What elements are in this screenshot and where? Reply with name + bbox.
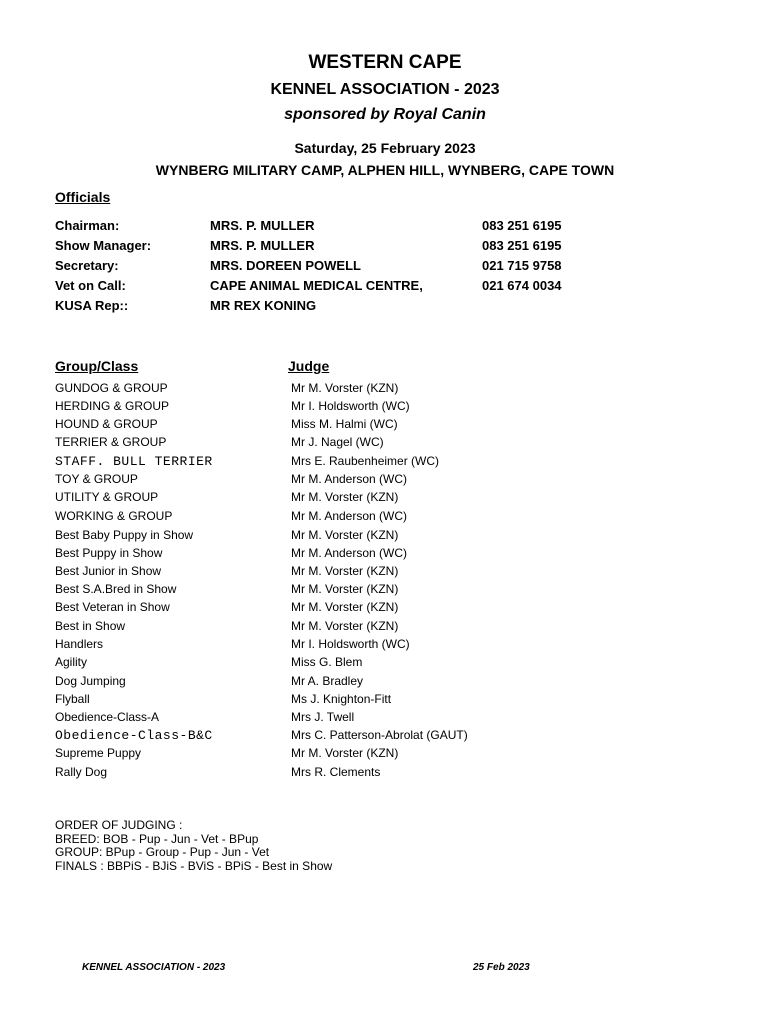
order-finals: FINALS : BBPiS - BJiS - BViS - BPiS - Best in Show: [55, 858, 333, 873]
judge-name: Mr M. Vorster (KZN): [291, 381, 399, 395]
judge-header: Judge: [288, 358, 330, 374]
judging-row: [0, 381, 770, 399]
judging-row: [0, 765, 770, 783]
group-class-header: Group/Class: [55, 358, 139, 374]
official-role: Vet on Call:: [55, 278, 126, 293]
order-group: GROUP: BPup - Group - Pup - Jun - Vet: [55, 845, 270, 859]
official-role: KUSA Rep::: [55, 298, 129, 313]
official-name: MRS. P. MULLER: [210, 218, 315, 233]
judge-name: Ms J. Knighton-Fitt: [291, 692, 392, 706]
judging-row: [0, 655, 770, 673]
official-phone: 083 251 6195: [482, 238, 562, 253]
class-name: Handlers: [55, 637, 104, 651]
judging-row: [0, 619, 770, 637]
official-phone: 083 251 6195: [482, 218, 562, 233]
judge-name: Mr M. Vorster (KZN): [291, 490, 399, 504]
official-row: [0, 238, 770, 258]
class-name: Best Veteran in Show: [55, 600, 170, 614]
judge-name: Mr J. Nagel (WC): [291, 435, 384, 449]
document-title: WESTERN CAPE: [308, 52, 462, 73]
class-name: Supreme Puppy: [55, 746, 142, 760]
judging-row: [0, 710, 770, 728]
footer-right: 25 Feb 2023: [473, 962, 530, 973]
class-name: Best Junior in Show: [55, 564, 162, 578]
officials-heading: Officials: [55, 189, 111, 205]
judge-name: Mr M. Vorster (KZN): [291, 600, 399, 614]
judging-row: [0, 728, 770, 746]
class-name: STAFF. BULL TERRIER: [55, 454, 213, 469]
class-name: HERDING & GROUP: [55, 399, 170, 413]
order-breed: BREED: BOB - Pup - Jun - Vet - BPup: [55, 831, 259, 846]
judging-row: [0, 600, 770, 618]
class-name: WORKING & GROUP: [55, 509, 173, 523]
document-subtitle: KENNEL ASSOCIATION - 2023: [270, 81, 500, 98]
judging-row: [0, 564, 770, 582]
official-name: MRS. DOREEN POWELL: [210, 258, 361, 273]
official-name: MR REX KONING: [210, 298, 317, 313]
class-name: Agility: [55, 655, 88, 669]
judge-name: Mr M. Anderson (WC): [291, 509, 408, 523]
judge-name: Mr I. Holdsworth (WC): [291, 637, 410, 651]
judge-name: Mr M. Vorster (KZN): [291, 528, 399, 542]
order-of-judging: [55, 819, 332, 873]
judge-name: Mrs R. Clements: [291, 765, 381, 779]
class-name: Best Baby Puppy in Show: [55, 528, 194, 542]
class-name: Flyball: [55, 692, 90, 706]
judging-row: [0, 399, 770, 417]
judge-name: Mr M. Anderson (WC): [291, 546, 408, 560]
class-name: Obedience-Class-B&C: [55, 728, 213, 743]
judge-name: Mrs J. Twell: [291, 710, 355, 724]
judging-row: [0, 546, 770, 564]
judging-row: [0, 472, 770, 490]
class-name: Best S.A.Bred in Show: [55, 582, 177, 596]
class-name: Best Puppy in Show: [55, 546, 163, 560]
judge-name: Mrs E. Raubenheimer (WC): [291, 454, 440, 468]
official-name: MRS. P. MULLER: [210, 238, 315, 253]
judge-name: Mr M. Vorster (KZN): [291, 564, 399, 578]
judging-row: [0, 637, 770, 655]
order-heading: ORDER OF JUDGING :: [55, 818, 183, 832]
event-date: Saturday, 25 February 2023: [294, 140, 476, 156]
judge-name: Mr M. Vorster (KZN): [291, 582, 399, 596]
judging-row: [0, 435, 770, 453]
class-name: TERRIER & GROUP: [55, 435, 167, 449]
sponsor-line: sponsored by Royal Canin: [284, 106, 486, 123]
judge-name: Mr M. Vorster (KZN): [291, 746, 399, 760]
judge-name: Mrs C. Patterson-Abrolat (GAUT): [291, 728, 468, 742]
official-row: [0, 258, 770, 278]
official-row: [0, 298, 770, 318]
judging-row: [0, 674, 770, 692]
footer-left: KENNEL ASSOCIATION - 2023: [82, 962, 226, 973]
class-name: Obedience-Class-A: [55, 710, 160, 724]
judging-row: [0, 746, 770, 764]
event-venue: WYNBERG MILITARY CAMP, ALPHEN HILL, WYNBERG, CAPE TOWN: [155, 162, 615, 178]
official-name: CAPE ANIMAL MEDICAL CENTRE,: [210, 278, 423, 293]
class-name: UTILITY & GROUP: [55, 490, 159, 504]
judging-row: [0, 417, 770, 435]
class-name: Rally Dog: [55, 765, 108, 779]
class-name: Dog Jumping: [55, 674, 126, 688]
official-phone: 021 674 0034: [482, 278, 562, 293]
class-name: GUNDOG & GROUP: [55, 381, 168, 395]
judging-row: [0, 454, 770, 472]
judge-name: Mr A. Bradley: [291, 674, 364, 688]
official-role: Show Manager:: [55, 238, 152, 253]
official-row: [0, 278, 770, 298]
judging-row: [0, 582, 770, 600]
class-name: Best in Show: [55, 619, 126, 633]
judge-name: Mr M. Anderson (WC): [291, 472, 408, 486]
judging-row: [0, 490, 770, 508]
official-row: [0, 218, 770, 238]
official-role: Chairman:: [55, 218, 120, 233]
judging-row: [0, 692, 770, 710]
class-name: TOY & GROUP: [55, 472, 138, 486]
class-name: HOUND & GROUP: [55, 417, 158, 431]
judge-name: Miss M. Halmi (WC): [291, 417, 398, 431]
judge-name: Miss G. Blem: [291, 655, 363, 669]
judge-name: Mr M. Vorster (KZN): [291, 619, 399, 633]
judge-name: Mr I. Holdsworth (WC): [291, 399, 410, 413]
judging-row: [0, 509, 770, 527]
judging-row: [0, 528, 770, 546]
official-phone: 021 715 9758: [482, 258, 562, 273]
official-role: Secretary:: [55, 258, 119, 273]
